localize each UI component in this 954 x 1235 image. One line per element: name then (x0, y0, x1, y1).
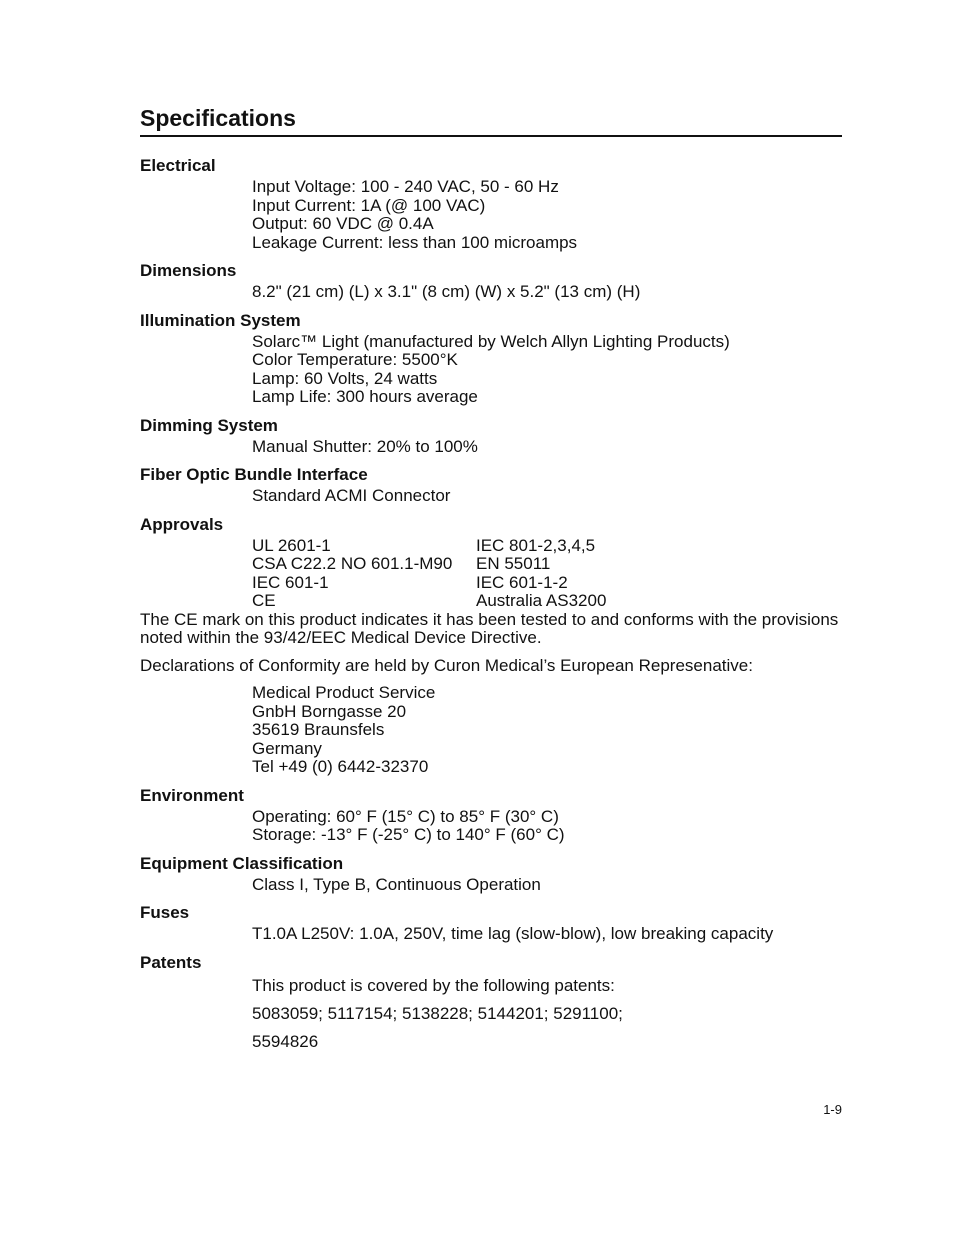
spec-line: Class I, Type B, Continuous Operation (252, 874, 541, 894)
section-heading: Fiber Optic Bundle Interface (140, 465, 368, 484)
section-heading: Dimming System (140, 415, 278, 435)
approval-item: Australia AS3200 (476, 591, 607, 610)
section-lines (140, 808, 842, 845)
section-patents (140, 953, 842, 1056)
section-heading: Equipment Classification (140, 853, 344, 873)
spec-line: Storage: -13° F (-25° C) to 140° F (60° C) (252, 825, 565, 844)
section-fiber-optic (140, 465, 842, 506)
section-lines (140, 972, 842, 1056)
approvals-grid (140, 537, 842, 611)
section-illumination (140, 311, 842, 407)
spec-line: This product is covered by the following patents: (252, 975, 615, 995)
spec-line: T1.0A L250V: 1.0A, 250V, time lag (slow-blow), low breaking capacity (252, 924, 774, 943)
section-lines (140, 925, 842, 944)
section-lines (140, 178, 842, 252)
spec-line: Lamp Life: 300 hours average (252, 387, 478, 406)
approval-item: UL 2601-1 (252, 535, 331, 555)
section-heading: Fuses (140, 903, 190, 922)
approval-item: CE (252, 591, 276, 610)
section-fuses (140, 903, 842, 944)
spec-line: Leakage Current: less than 100 microamps (252, 232, 578, 252)
address-line: Medical Product Service (252, 683, 436, 702)
declaration-text: Declarations of Conformity are held by Curon Medical’s European Represenative: (140, 655, 753, 675)
spec-line: 5594826 (252, 1031, 319, 1051)
section-approvals (140, 515, 842, 777)
section-lines (140, 333, 842, 407)
section-dimming (140, 416, 842, 457)
section-heading: Patents (140, 952, 202, 972)
section-electrical (140, 156, 842, 252)
spec-line: Manual Shutter: 20% to 100% (252, 436, 478, 456)
section-heading: Dimensions (140, 261, 237, 280)
spec-line: Solarc™ Light (manufactured by Welch Allyn Lighting Products) (252, 331, 730, 351)
spec-sections (140, 156, 842, 1056)
section-heading: Approvals (140, 514, 224, 534)
address-line: GnbH Borngasse 20 (252, 701, 407, 721)
section-lines (140, 438, 842, 457)
page-number: 1-9 (823, 1102, 842, 1117)
spec-line: Lamp: 60 Volts, 24 watts (252, 368, 438, 388)
address-line: 35619 Braunsfels (252, 720, 385, 739)
section-lines (140, 487, 842, 506)
section-lines (140, 876, 842, 895)
page-title: Specifications (140, 104, 842, 137)
section-heading: Electrical (140, 156, 216, 175)
approval-item: IEC 801-2,3,4,5 (476, 535, 596, 555)
spec-line: 8.2" (21 cm) (L) x 3.1" (8 cm) (W) x 5.2" (13 cm) (H) (252, 282, 641, 301)
spec-line: Operating: 60° F (15° C) to 85° F (30° C) (252, 806, 559, 826)
address-line: Germany (252, 738, 322, 758)
section-lines (140, 283, 842, 302)
section-heading: Illumination System (140, 310, 301, 330)
spec-line: Output: 60 VDC @ 0.4A (252, 214, 434, 233)
spec-line: Input Voltage: 100 - 240 VAC, 50 - 60 Hz (252, 177, 559, 196)
section-environment (140, 786, 842, 845)
section-heading: Environment (140, 785, 244, 805)
approval-item: EN 55011 (476, 554, 551, 573)
spec-line: 5083059; 5117154; 5138228; 5144201; 5291100; (252, 1003, 623, 1023)
ce-mark-note: The CE mark on this product indicates it has been tested to and conforms with the provisions noted within the 93/42/EEC Medical Device Directive. (140, 609, 839, 647)
representative-address (140, 684, 842, 777)
specifications-page (140, 104, 842, 1065)
approval-item: IEC 601-1-2 (476, 572, 568, 592)
section-dimensions (140, 261, 842, 302)
spec-line: Color Temperature: 5500°K (252, 350, 458, 369)
approval-item: CSA C22.2 NO 601.1-M90 (252, 554, 453, 573)
spec-line: Standard ACMI Connector (252, 486, 451, 505)
spec-line: Input Current: 1A (@ 100 VAC) (252, 195, 486, 215)
section-equipment-classification (140, 854, 842, 895)
approval-item: IEC 601-1 (252, 572, 329, 592)
address-line: Tel +49 (0) 6442-32370 (252, 757, 429, 776)
